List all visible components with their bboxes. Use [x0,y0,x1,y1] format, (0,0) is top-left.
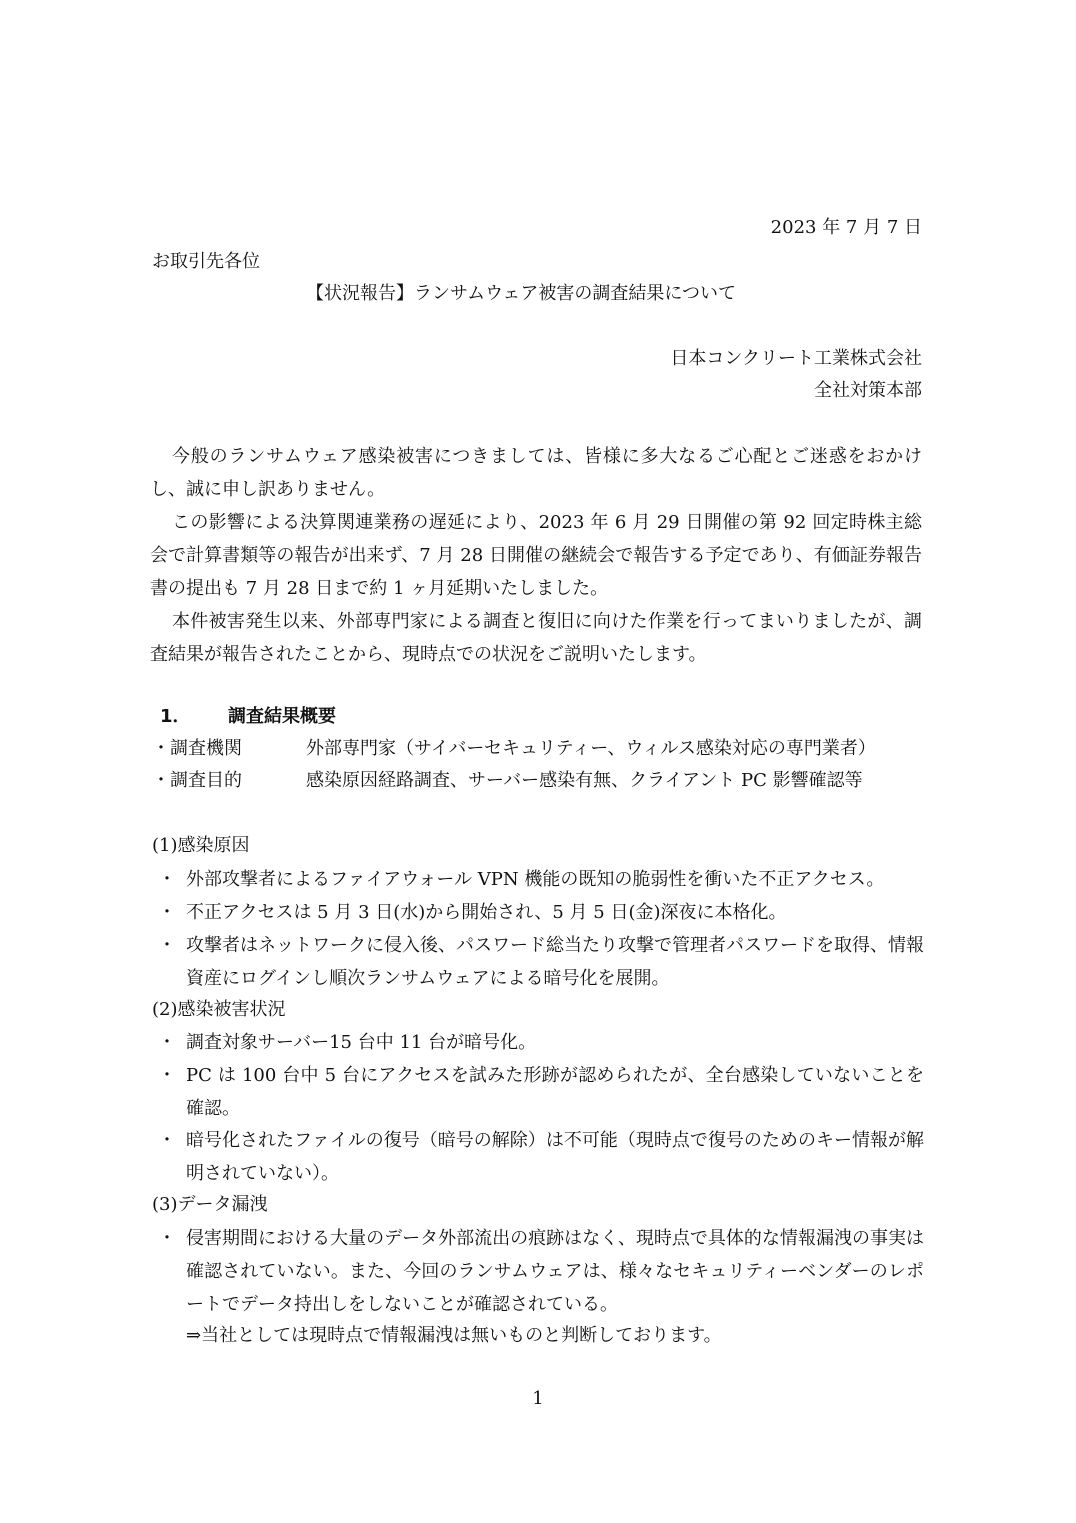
subsection-heading-damage: (2)感染被害状況 [152,999,286,1020]
section-number: 1． [160,706,191,727]
list-item-text: 調査対象サーバー15 台中 11 台が暗号化。 [186,1032,537,1053]
overview-value: 外部専門家（サイバーセキュリティー、ウィルス感染対応の専門業者） [306,738,876,759]
page-number: 1 [532,1388,544,1409]
section-heading [160,703,336,731]
bullet-mark: ・ [158,902,176,923]
list-item [158,1222,924,1321]
overview-row-purpose [152,765,863,797]
overview-value: 感染原因経路調査、サーバー感染有無、クライアント PC 影響確認等 [306,770,863,791]
subsection-heading-data-leak: (3)データ漏洩 [152,1194,268,1215]
bullet-mark: ・ [158,1130,176,1151]
list-item-text: 外部攻撃者によるファイアウォール VPN 機能の既知の脆弱性を衝いた不正アクセス。 [186,869,885,890]
document-title: 【状況報告】ランサムウェア被害の調査結果について [306,283,737,304]
list-item-text: 暗号化されたファイルの復号（暗号の解除）は不可能（現時点で復号のためのキー情報が解明されていない）。 [186,1130,924,1184]
list-item-text: 攻撃者はネットワークに侵入後、パスワード総当たり攻撃で管理者パスワードを取得、情報資産にログインし順次ランサムウェアによる暗号化を展開。 [186,935,924,989]
list-item-text: 不正アクセスは 5 月 3 日(水)から開始され、5 月 5 日(金)深夜に本格化。 [186,902,787,923]
bullet-mark: ・ [158,1032,176,1053]
list-item [158,929,924,995]
bullet-mark: ・ [158,935,176,956]
bullet-mark: ・ [158,1065,176,1086]
intro-paragraph-1: 今般のランサムウェア感染被害につきましては、皆様に多大なるご心配とご迷惑をおかけし、誠に申し訳ありません。 [150,446,922,500]
subsection-heading-cause: (1)感染原因 [152,835,250,856]
intro-paragraph-3: 本件被害発生以来、外部専門家による調査と復旧に向けた作業を行ってまいりましたが、調査結果が報告されたことから、現時点での状況をご説明いたします。 [150,611,922,665]
bullet-mark: ・ [158,1228,176,1249]
list-item [158,896,924,929]
sender-company: 日本コンクリート工業株式会社 [670,348,922,369]
conclusion-text: ⇒当社としては現時点で情報漏洩は無いものと判断しております。 [186,1325,722,1346]
overview-key: ・調査機関 [152,738,242,759]
list-item-text: 侵害期間における大量のデータ外部流出の痕跡はなく、現時点で具体的な情報漏洩の事実は確認されていない。また、今回のランサムウェアは、様々なセキュリティーベンダーのレポートでデータ持出しをしないことが確認されている。 [186,1228,924,1315]
overview-row-organization [152,733,876,765]
sender-department: 全社対策本部 [814,380,922,401]
list-item [158,863,924,896]
list-item-text: PC は 100 台中 5 台にアクセスを試みた形跡が認められたが、全台感染していないことを確認。 [186,1065,924,1119]
overview-key: ・調査目的 [152,770,242,791]
addressee: お取引先各位 [152,251,260,272]
list-item [158,1124,924,1190]
intro-paragraph-2: この影響による決算関連業務の遅延により、2023 年 6 月 29 日開催の第 92 回定時株主総会で計算書類等の報告が出来ず、7 月 28 日開催の継続会で報告する予定であり、有価証券報告書の提出も 7 月 28 日まで約 1 ヶ月延期いたしました。 [150,512,922,599]
document-date: 2023 年 7 月 7 日 [770,217,922,238]
section-title: 調査結果概要 [228,706,336,727]
list-item [158,1059,924,1125]
bullet-mark: ・ [158,869,176,890]
list-item [158,1026,924,1059]
